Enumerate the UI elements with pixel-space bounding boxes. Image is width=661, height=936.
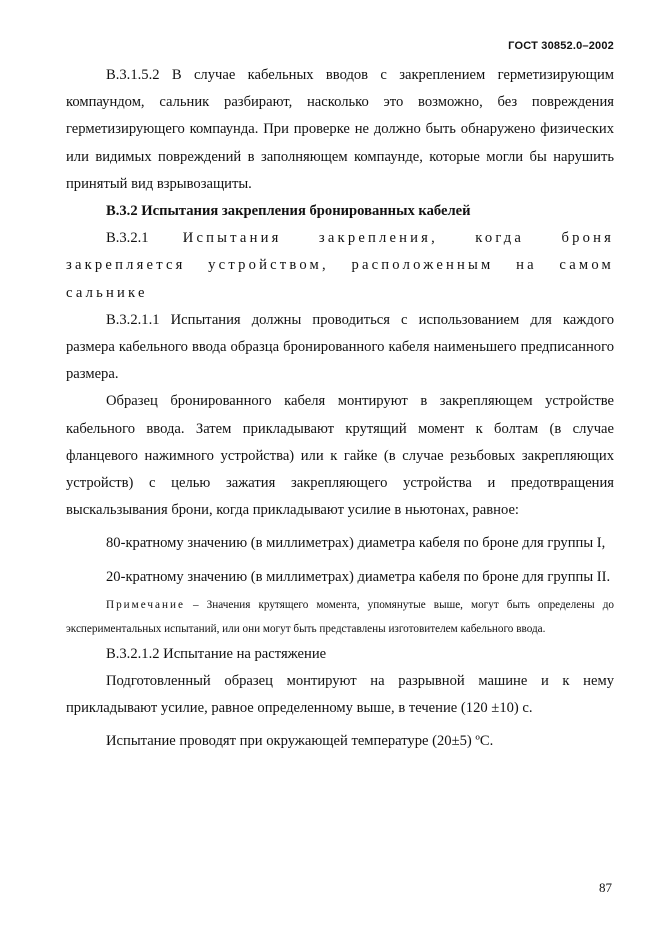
page-number: 87 [599, 880, 612, 895]
document-body [66, 62, 614, 756]
subsection-number: В.3.2.1 [106, 230, 149, 247]
note-label: Примечание [106, 598, 185, 611]
paragraph-tension-test: Подготовленный образец монтируют на разрывной машине и к нему прикладывают усилие, равное определенному выше, в течение (120 ±10) с. [66, 673, 614, 717]
paragraph-group-i: 80-кратному значению (в миллиметрах) диаметра кабеля по броне для группы I, [106, 535, 606, 552]
paragraph-b3152: В.3.1.5.2 В случае кабельных вводов с закреплением герметизирующим компаундом, сальник разбирают, насколько это возможно, без повреждения герметизирующего компаунда. При проверке не должно быть обнаружено физических или видимых повреждений в заполняющем компаунде, которые могли бы нарушить принятый вид взрывозащиты. [66, 67, 614, 192]
paragraph-b3212: В.3.2.1.2 Испытание на растяжение [106, 645, 327, 662]
section-heading-b32: В.3.2 Испытания закрепления бронированных кабелей [106, 203, 471, 220]
paragraph-temperature: Испытание проводят при окружающей температуре (20±5) ºС. [106, 733, 494, 750]
paragraph-specimen: Образец бронированного кабеля монтируют в закрепляющем устройстве кабельного ввода. Затем прикладывают крутящий момент к болтам (в случае фланцевого нажимного устройства) или к гайке (в случае резьбовых закрепляющих устройств) с целью зажатия закрепляющего устройства и предотвращения выскальзывания брони, когда прикладывают усилие в ньютонах, равное: [66, 393, 614, 519]
subsection-heading-b321 [66, 225, 614, 307]
subsection-title: Испытания закрепления, когда броня закрепляется устройством, расположенным на самом сальнике [66, 230, 614, 301]
standard-header: ГОСТ 30852.0–2002 [508, 40, 614, 52]
paragraph-b3211: В.3.2.1.1 Испытания должны проводиться с использованием для каждого размера кабельного ввода образца бронированного кабеля наименьшего предписанного размера. [66, 311, 614, 383]
note [66, 593, 614, 641]
paragraph-group-ii: 20-кратному значению (в миллиметрах) диаметра кабеля по броне для группы II. [106, 568, 611, 585]
note-text: – Значения крутящего момента, упомянутые выше, могут быть определены до экспериментальных испытаний, или они могут быть представлены изготовителем кабельного ввода. [66, 598, 614, 635]
